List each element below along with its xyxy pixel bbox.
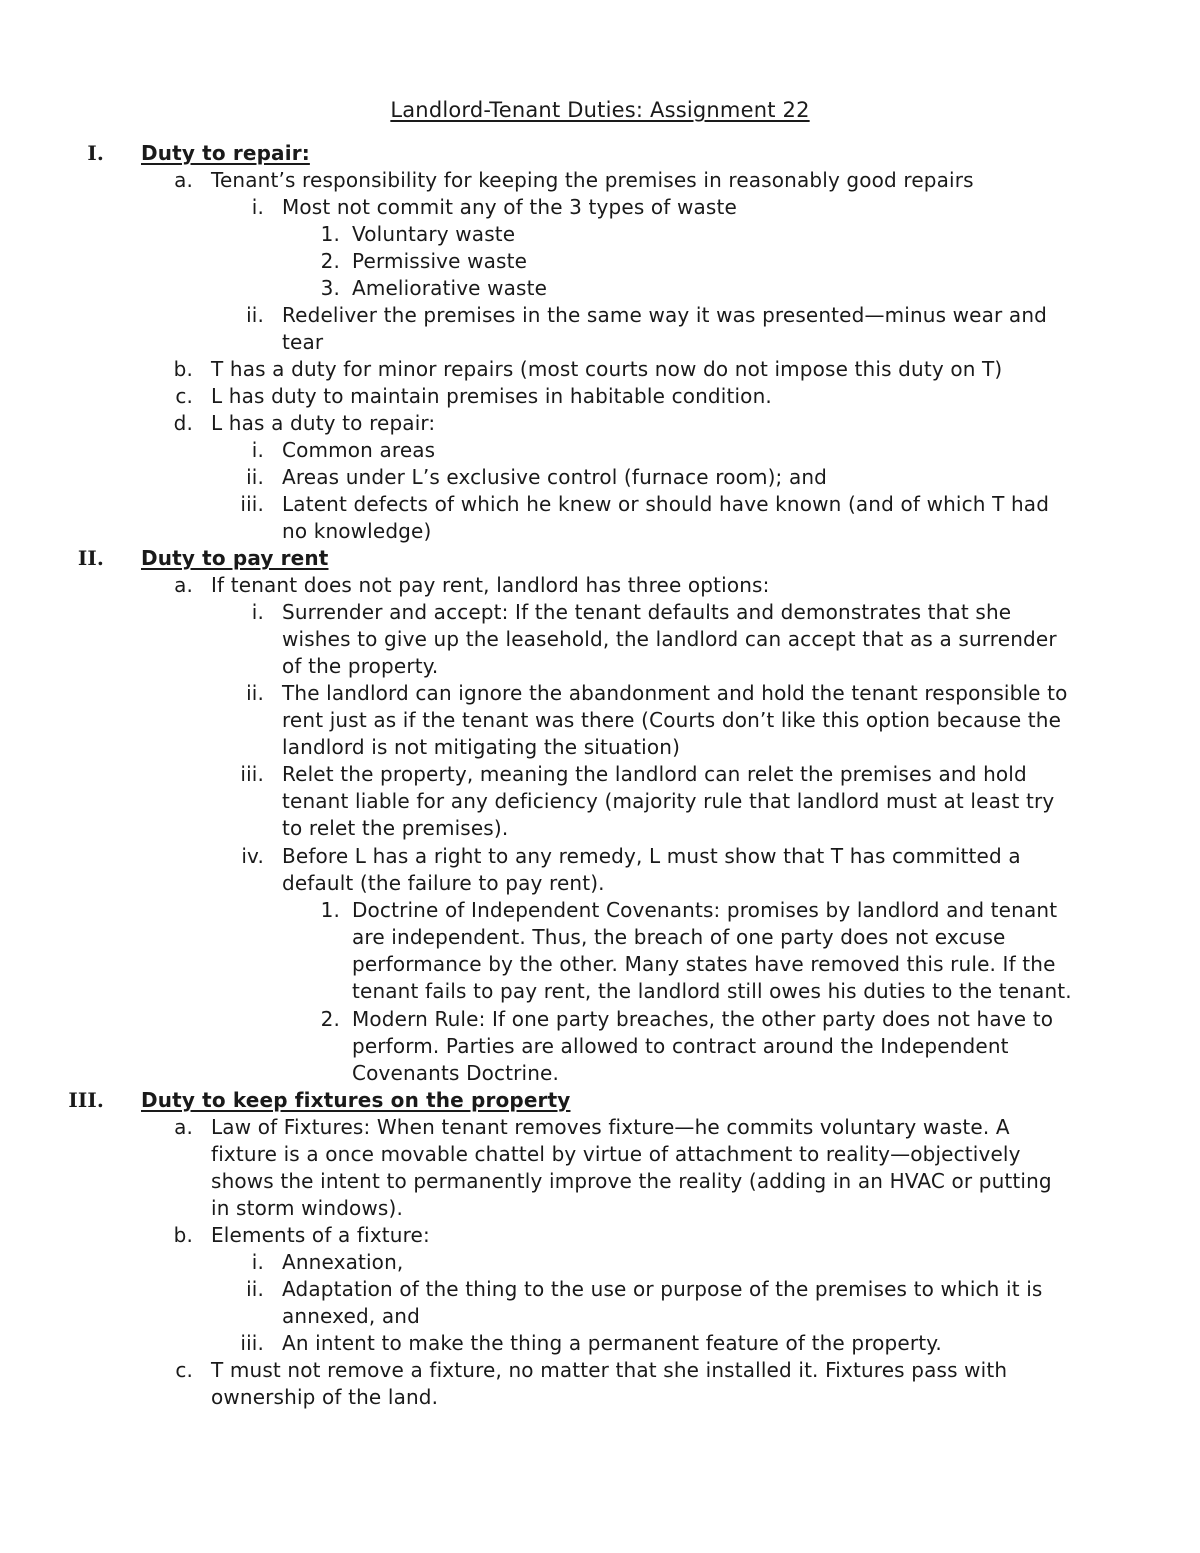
list-marker: c. (175, 1358, 193, 1382)
list-item-text: of the property. (282, 654, 439, 678)
list-item-text: Covenants Doctrine. (352, 1061, 560, 1085)
list-item-text: Before L has a right to any remedy, L must show that T has committed a (282, 844, 1021, 868)
list-item-text: to relet the premises). (282, 816, 509, 840)
list-item-text: An intent to make the thing a permanent feature of the property. (282, 1331, 942, 1355)
list-marker: ii. (246, 465, 264, 489)
list-marker: b. (173, 357, 193, 381)
list-item-text: perform. Parties are allowed to contract around the Independent (352, 1034, 1009, 1058)
document-title: Landlord-Tenant Duties: Assignment 22 (390, 98, 810, 122)
list-item-text: in storm windows). (211, 1196, 403, 1220)
section-numeral: I. (87, 141, 104, 165)
list-item-text: Common areas (282, 438, 436, 462)
list-marker: 2. (320, 1007, 340, 1031)
list-item-text: L has duty to maintain premises in habitable condition. (211, 384, 772, 408)
list-marker: ii. (246, 303, 264, 327)
list-item-text: tenant liable for any deficiency (majority rule that landlord must at least try (282, 789, 1055, 813)
list-item-text: Areas under L’s exclusive control (furnace room); and (282, 465, 828, 489)
list-item-text: Most not commit any of the 3 types of waste (282, 195, 737, 219)
list-item-text: rent just as if the tenant was there (Courts don’t like this option because the (282, 708, 1062, 732)
list-item-text: shows the intent to permanently improve the reality (adding in an HVAC or putting (211, 1169, 1052, 1193)
list-item-text: no knowledge) (282, 519, 432, 543)
section-heading: Duty to pay rent (141, 546, 329, 570)
list-item-text: Modern Rule: If one party breaches, the other party does not have to (352, 1007, 1054, 1031)
list-marker: 3. (320, 276, 340, 300)
list-marker: iii. (240, 1331, 264, 1355)
list-item-text: Surrender and accept: If the tenant defaults and demonstrates that she (282, 600, 1012, 624)
list-item-text: If tenant does not pay rent, landlord has three options: (211, 573, 770, 597)
list-item-text: are independent. Thus, the breach of one party does not excuse (352, 925, 1006, 949)
list-marker: 2. (320, 249, 340, 273)
list-marker: c. (175, 384, 193, 408)
list-item-text: wishes to give up the leasehold, the landlord can accept that as a surrender (282, 627, 1057, 651)
list-item-text: Ameliorative waste (352, 276, 548, 300)
list-item-text: T must not remove a fixture, no matter that she installed it. Fixtures pass with (211, 1358, 1008, 1382)
list-item-text: Annexation, (282, 1250, 404, 1274)
list-item-text: annexed, and (282, 1304, 420, 1328)
list-item-text: Permissive waste (352, 249, 528, 273)
list-item-text: tear (282, 330, 324, 354)
list-item-text: Relet the property, meaning the landlord can relet the premises and hold (282, 762, 1027, 786)
list-item-text: fixture is a once movable chattel by virtue of attachment to reality—objectively (211, 1142, 1021, 1166)
list-marker: i. (251, 1250, 264, 1274)
list-item-text: ownership of the land. (211, 1385, 439, 1409)
list-marker: b. (173, 1223, 193, 1247)
list-item-text: Tenant’s responsibility for keeping the premises in reasonably good repairs (211, 168, 974, 192)
list-item-text: performance by the other. Many states have removed this rule. If the (352, 952, 1056, 976)
list-item-text: Doctrine of Independent Covenants: promises by landlord and tenant (352, 898, 1058, 922)
section-heading: Duty to keep fixtures on the property (141, 1088, 571, 1112)
list-item-text: tenant fails to pay rent, the landlord still owes his duties to the tenant. (352, 979, 1072, 1003)
list-marker: i. (251, 195, 264, 219)
list-marker: iii. (240, 762, 264, 786)
list-item-text: Adaptation of the thing to the use or purpose of the premises to which it is (282, 1277, 1043, 1301)
section-heading: Duty to repair: (141, 141, 310, 165)
list-marker: a. (174, 1115, 193, 1139)
list-item-text: default (the failure to pay rent). (282, 871, 605, 895)
list-marker: ii. (246, 681, 264, 705)
list-marker: i. (251, 438, 264, 462)
list-marker: 1. (320, 898, 340, 922)
list-marker: iii. (240, 492, 264, 516)
section-numeral: II. (77, 546, 104, 570)
list-item-text: Redeliver the premises in the same way it was presented—minus wear and (282, 303, 1048, 327)
list-marker: a. (174, 573, 193, 597)
list-item-text: L has a duty to repair: (211, 411, 436, 435)
list-item-text: Elements of a fixture: (211, 1223, 430, 1247)
list-item-text: Latent defects of which he knew or should have known (and of which T had (282, 492, 1050, 516)
list-marker: d. (173, 411, 193, 435)
list-item-text: Voluntary waste (352, 222, 516, 246)
list-item-text: The landlord can ignore the abandonment and hold the tenant responsible to (282, 681, 1068, 705)
list-marker: i. (251, 600, 264, 624)
list-item-text: landlord is not mitigating the situation) (282, 735, 681, 759)
list-item-text: Law of Fixtures: When tenant removes fixture—he commits voluntary waste. A (211, 1115, 1010, 1139)
list-item-text: T has a duty for minor repairs (most courts now do not impose this duty on T) (211, 357, 1003, 381)
list-marker: iv. (241, 844, 264, 868)
list-marker: ii. (246, 1277, 264, 1301)
list-marker: a. (174, 168, 193, 192)
list-marker: 1. (320, 222, 340, 246)
section-numeral: III. (68, 1088, 104, 1112)
